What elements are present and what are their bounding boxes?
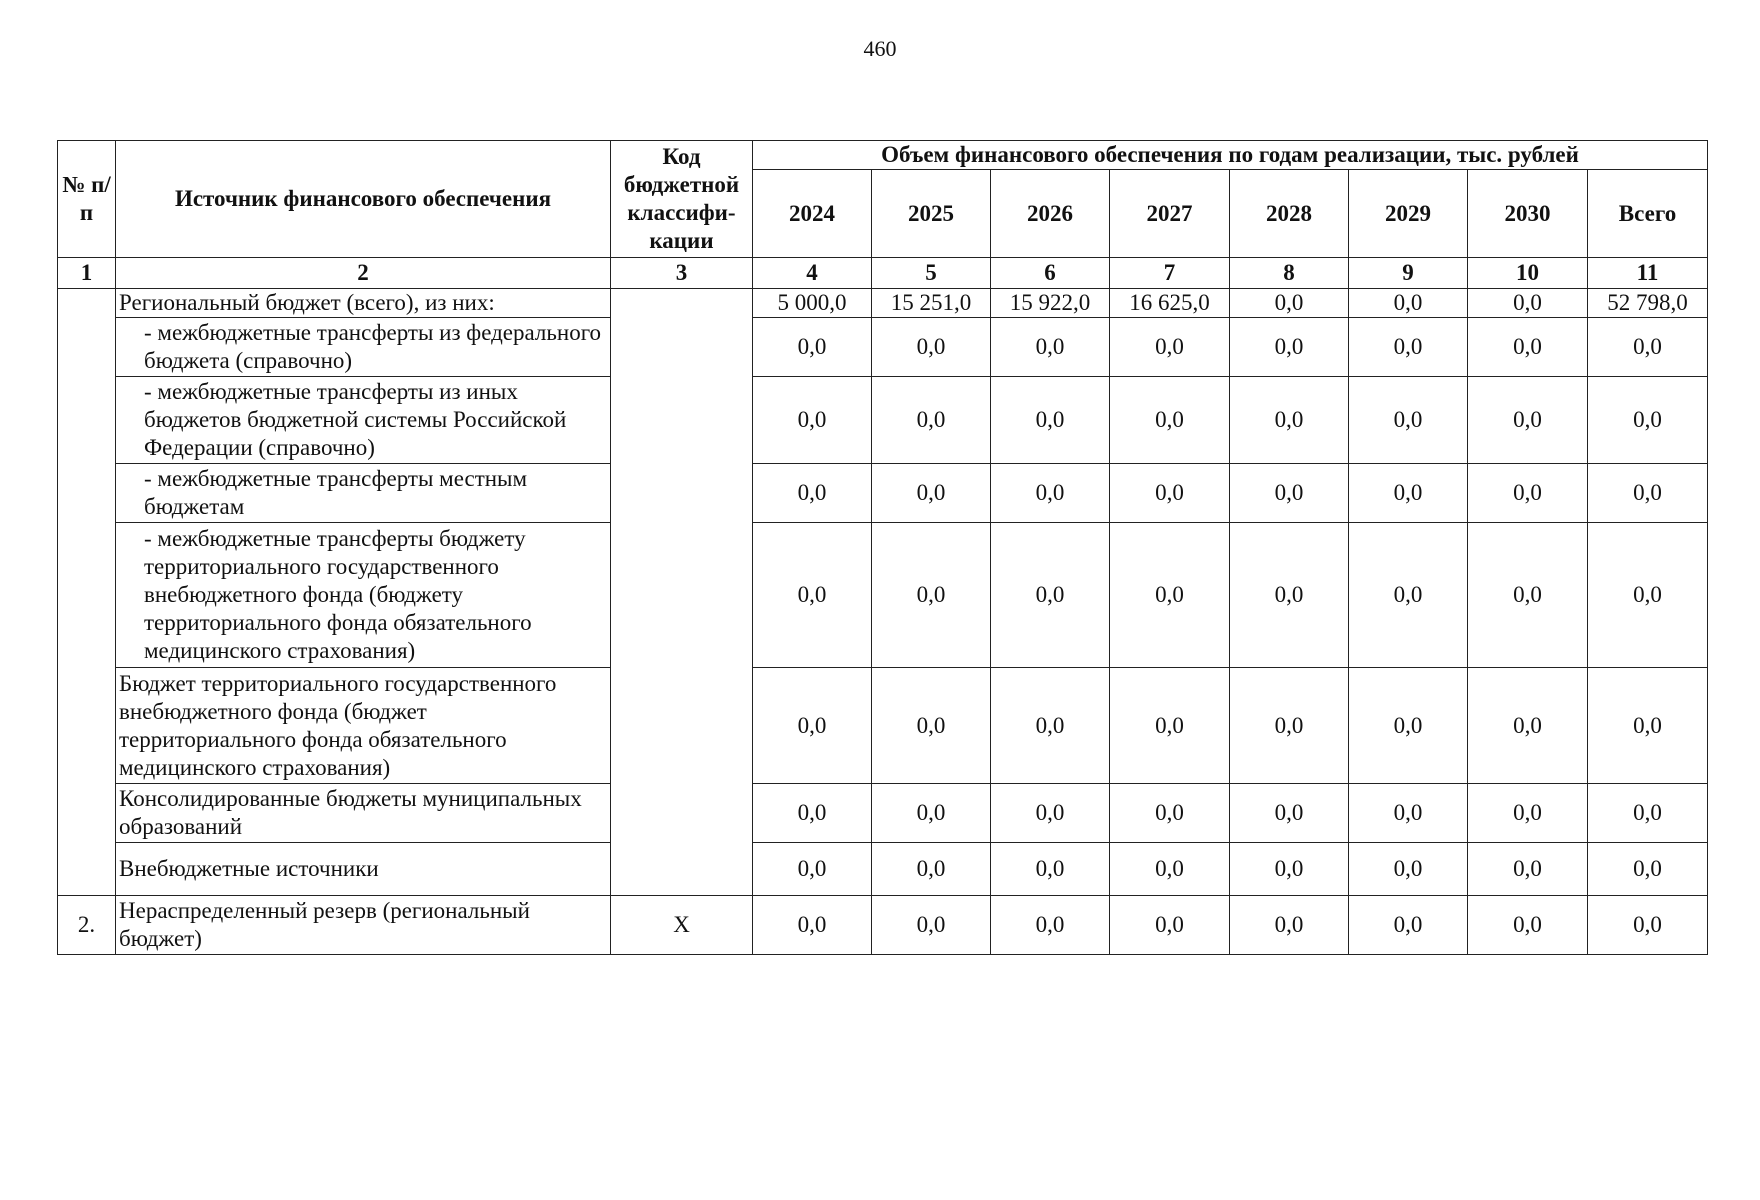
row-value: 0,0 [1349, 843, 1468, 896]
row-value: 0,0 [991, 377, 1110, 464]
column-number: 11 [1588, 258, 1708, 289]
row-value: 5 000,0 [753, 289, 872, 318]
row-source: - межбюджетные трансферты бюджету территориального государственного внебюджетного фонда (бюджету территориального фонда обязательного медицинского страхования) [116, 523, 611, 668]
row-value: 0,0 [872, 377, 991, 464]
table-row [58, 464, 1708, 523]
row-value: 52 798,0 [1588, 289, 1708, 318]
row-value: 0,0 [1349, 464, 1468, 523]
row-value: 0,0 [1588, 784, 1708, 843]
row-value: 0,0 [1230, 464, 1349, 523]
row-value: 0,0 [1110, 523, 1230, 668]
column-number: 9 [1349, 258, 1468, 289]
header-year: 2027 [1110, 170, 1230, 258]
header-total: Всего [1588, 170, 1708, 258]
header-year: 2028 [1230, 170, 1349, 258]
column-number: 10 [1468, 258, 1588, 289]
table-row [58, 668, 1708, 784]
row-value: 0,0 [1468, 843, 1588, 896]
row-value: 0,0 [1230, 377, 1349, 464]
row-value: 0,0 [1588, 896, 1708, 955]
column-numbers-row [58, 258, 1708, 289]
row-value: 0,0 [1468, 318, 1588, 377]
row-value: 16 625,0 [1110, 289, 1230, 318]
row-value: 0,0 [753, 668, 872, 784]
row-source: Региональный бюджет (всего), из них: [116, 289, 611, 318]
row-value: 0,0 [991, 464, 1110, 523]
column-number: 2 [116, 258, 611, 289]
row-value: 0,0 [1349, 377, 1468, 464]
row-code: X [611, 896, 753, 955]
row-value: 0,0 [1110, 784, 1230, 843]
column-number: 6 [991, 258, 1110, 289]
row-value: 0,0 [1230, 896, 1349, 955]
column-number: 4 [753, 258, 872, 289]
row-source: - межбюджетные трансферты местным бюджетам [116, 464, 611, 523]
table-row [58, 896, 1708, 955]
table-row [58, 318, 1708, 377]
column-number: 3 [611, 258, 753, 289]
row-value: 0,0 [1588, 377, 1708, 464]
header-code: Код бюджетной классифи-кации [611, 141, 753, 258]
row-value: 0,0 [753, 843, 872, 896]
row-value: 0,0 [872, 668, 991, 784]
row-value: 0,0 [1230, 668, 1349, 784]
row-value: 0,0 [1468, 784, 1588, 843]
row-value: 0,0 [1468, 668, 1588, 784]
row-value: 0,0 [1110, 896, 1230, 955]
row-value: 0,0 [991, 318, 1110, 377]
row-value: 0,0 [753, 784, 872, 843]
row-value: 0,0 [1230, 318, 1349, 377]
row-value: 0,0 [753, 523, 872, 668]
row-number [58, 289, 116, 896]
header-year: 2029 [1349, 170, 1468, 258]
row-source: Консолидированные бюджеты муниципальных образований [116, 784, 611, 843]
row-value: 0,0 [1349, 289, 1468, 318]
row-value: 0,0 [1230, 523, 1349, 668]
row-value: 0,0 [1588, 668, 1708, 784]
column-number: 7 [1110, 258, 1230, 289]
row-value: 0,0 [991, 784, 1110, 843]
row-value: 0,0 [1468, 896, 1588, 955]
row-value: 0,0 [1468, 464, 1588, 523]
row-value: 0,0 [991, 896, 1110, 955]
row-value: 0,0 [1110, 377, 1230, 464]
row-value: 0,0 [991, 668, 1110, 784]
row-value: 15 251,0 [872, 289, 991, 318]
row-value: 15 922,0 [991, 289, 1110, 318]
table-row [58, 784, 1708, 843]
row-source: Бюджет территориального государственного внебюджетного фонда (бюджет территориального фонда обязательного медицинского страхования) [116, 668, 611, 784]
row-value: 0,0 [872, 523, 991, 668]
row-value: 0,0 [1230, 289, 1349, 318]
row-value: 0,0 [1588, 464, 1708, 523]
row-source: - межбюджетные трансферты из иных бюджетов бюджетной системы Российской Федерации (справочно) [116, 377, 611, 464]
row-value: 0,0 [1588, 523, 1708, 668]
row-value: 0,0 [1588, 318, 1708, 377]
row-source: Внебюджетные источники [116, 843, 611, 896]
row-code [611, 289, 753, 896]
row-value: 0,0 [1349, 896, 1468, 955]
header-year: 2025 [872, 170, 991, 258]
row-value: 0,0 [1349, 523, 1468, 668]
header-source: Источник финансового обеспечения [116, 141, 611, 258]
row-value: 0,0 [872, 896, 991, 955]
row-source: Нераспределенный резерв (региональный бюджет) [116, 896, 611, 955]
row-value: 0,0 [1110, 843, 1230, 896]
row-value: 0,0 [872, 784, 991, 843]
row-value: 0,0 [872, 318, 991, 377]
table-row [58, 377, 1708, 464]
row-value: 0,0 [991, 523, 1110, 668]
page-number: 460 [863, 36, 897, 61]
column-number: 8 [1230, 258, 1349, 289]
header-year: 2030 [1468, 170, 1588, 258]
row-value: 0,0 [753, 896, 872, 955]
row-value: 0,0 [991, 843, 1110, 896]
row-value: 0,0 [1349, 318, 1468, 377]
column-number: 5 [872, 258, 991, 289]
row-source: - межбюджетные трансферты из федерального бюджета (справочно) [116, 318, 611, 377]
header-year: 2026 [991, 170, 1110, 258]
row-number: 2. [58, 896, 116, 955]
row-value: 0,0 [1468, 289, 1588, 318]
row-value: 0,0 [1468, 377, 1588, 464]
header-num: № п/п [58, 141, 116, 258]
row-value: 0,0 [1349, 784, 1468, 843]
row-value: 0,0 [872, 464, 991, 523]
row-value: 0,0 [1230, 843, 1349, 896]
table-row [58, 843, 1708, 896]
row-value: 0,0 [1110, 668, 1230, 784]
header-volume: Объем финансового обеспечения по годам реализации, тыс. рублей [753, 141, 1708, 170]
row-value: 0,0 [872, 843, 991, 896]
row-value: 0,0 [1110, 318, 1230, 377]
financing-table [57, 140, 1708, 955]
row-value: 0,0 [1349, 668, 1468, 784]
column-number: 1 [58, 258, 116, 289]
row-value: 0,0 [1588, 843, 1708, 896]
table-row [58, 523, 1708, 668]
header-year: 2024 [753, 170, 872, 258]
row-value: 0,0 [1110, 464, 1230, 523]
row-value: 0,0 [1468, 523, 1588, 668]
table-row [58, 289, 1708, 318]
row-value: 0,0 [753, 377, 872, 464]
row-value: 0,0 [753, 318, 872, 377]
row-value: 0,0 [753, 464, 872, 523]
row-value: 0,0 [1230, 784, 1349, 843]
